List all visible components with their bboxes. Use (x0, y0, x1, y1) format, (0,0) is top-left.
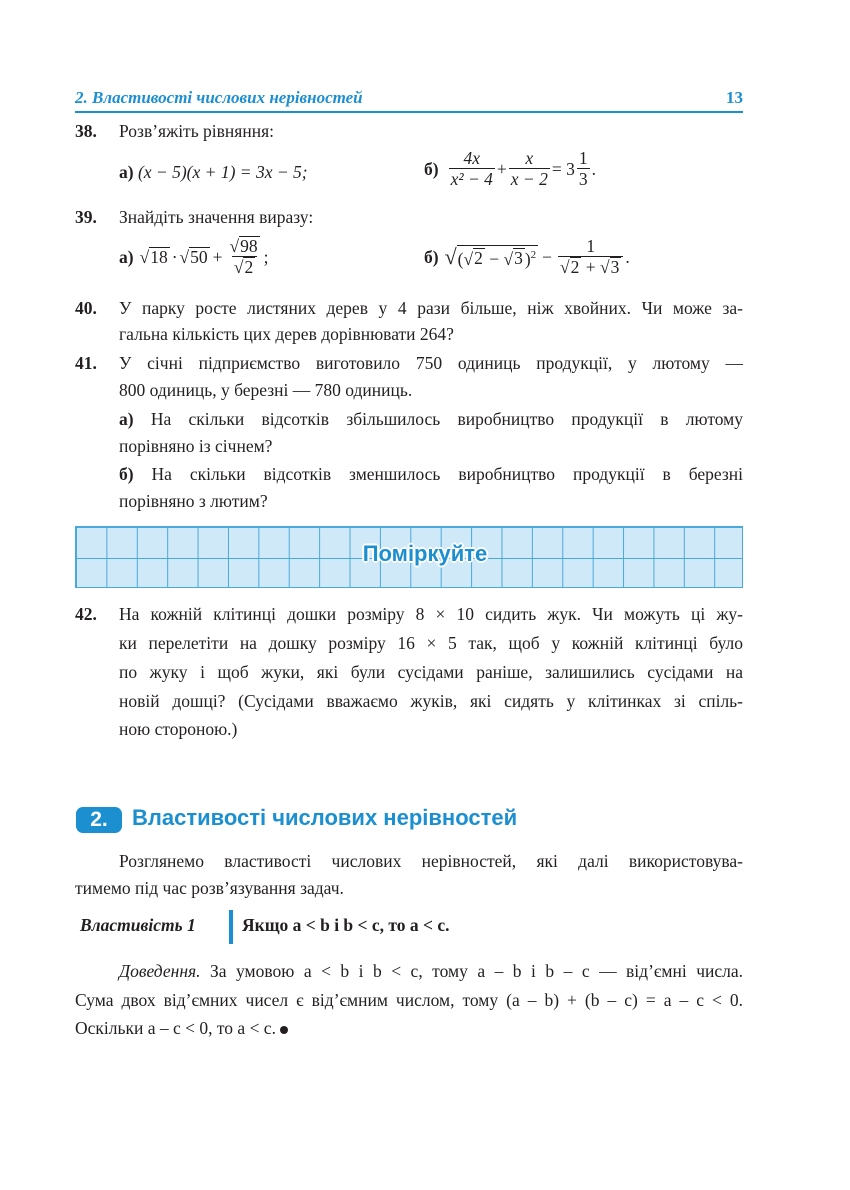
header-rule (75, 111, 743, 113)
option-b-label: б) (424, 246, 439, 267)
exercise-42-line4: новій дошці? (Сусідами вважаємо жуків, які сидять у клітинках зі спіль- (119, 691, 743, 711)
exercise-42-line3: по жуку і щоб жуки, які були сусідами раніше, залишились сусідами на (119, 662, 743, 682)
exercise-38a (119, 160, 308, 184)
exercise-40-line1: У парку росте листяних дерев у 4 рази більше, ніж хвойних. Чи може за- (119, 298, 743, 318)
proof-line3: Оскільки a – c < 0, то a < c. (75, 1016, 288, 1040)
fraction-4x-over-x2-4: $\frac{4x}{\text{x² − 4}}$ (450, 148, 493, 189)
exercise-39a: а) √ 18 · √ 50 + $\frac{√98}{√2}$ ; (119, 236, 269, 277)
fraction-one-third: $\frac{1}{3}$ (578, 148, 588, 189)
property-statement: Якщо a < b і b < c, то a < c. (242, 915, 450, 935)
exercise-41b-line2: порівняно з лютим? (119, 491, 268, 511)
exercise-40-number: 40. (75, 298, 97, 318)
fraction-sqrt98-over-sqrt2: $\frac{√98}{√2}$ (229, 236, 258, 277)
running-header-title: 2. Властивості числових нерівностей (75, 88, 363, 107)
sqrt-50: 50 (190, 246, 208, 267)
property-label: Властивість 1 (80, 915, 196, 935)
exercise-41a-line1: а) На скільки відсотків збільшилось виробництво продукції в лютому (119, 409, 744, 429)
exercise-38b: б) $\frac{4x}{\text{x² − 4}}$ + $\frac{x}{x - 2}$ = 3 $\frac{1}{3}$ . (424, 148, 596, 189)
proof-line2: Сума двох від’ємних чисел є від’ємним числом, тому (a – b) + (b – c) = a – c < 0. (75, 990, 743, 1010)
exercise-41-line1: У січні підприємство виготовило 750 одиниць продукції, у лютому — (119, 353, 743, 373)
fraction-1-over-sqrt2-plus-sqrt3: $\frac{1}{√2 + √3}$ (558, 236, 623, 277)
intro-line2: тимемо під час розв’язування задач. (75, 878, 344, 898)
equation-38a: (x − 5)(x + 1) = 3x − 5; (137, 162, 308, 182)
exercise-39-text: Знайдіть значення виразу: (119, 207, 314, 227)
exercise-42-line5: ною стороною.) (119, 719, 238, 739)
think-banner-title: Поміркуйте (362, 541, 488, 566)
exercise-41b-line1: б) На скільки відсотків зменшилось виробництво продукції в березні (119, 464, 744, 484)
exercise-42-number: 42. (75, 604, 97, 624)
exercise-38-number: 38. (75, 121, 97, 141)
exercise-40-line2: гальна кількість цих дерев дорівнювати 264? (119, 324, 454, 344)
proof-lead: Доведення. (119, 961, 201, 981)
exercise-39-number: 39. (75, 207, 97, 227)
option-a-label: а) (119, 246, 134, 267)
sqrt-18: 18 (150, 246, 168, 267)
fraction-x-over-x-2: $\frac{x}{x - 2}$ (510, 148, 548, 189)
section-number-badge: 2. (76, 807, 122, 833)
exercise-42-line1: На кожній клітинці дошки розміру 8 × 10 сидить жук. Чи можуть ці жу- (119, 604, 743, 624)
outer-sqrt: (√2 − √3 )$^2$ (457, 245, 539, 269)
exercise-39b: б) √ (√2 − √3 )$^2$ − $\frac{1}{√2 + √3}$ . (424, 236, 630, 277)
exercise-41-line2: 800 одиниць, у березні — 780 одиниць. (119, 380, 413, 400)
option-a-label: а) (119, 162, 134, 182)
proof-line1: Доведення. За умовою a < b і b < c, тому a – b і b – c — від’ємні числа. (119, 961, 744, 981)
exercise-41-number: 41. (75, 353, 97, 373)
property-bar (229, 910, 233, 944)
page-number: 13 (726, 88, 743, 107)
exercise-41a-line2: порівняно із січнем? (119, 436, 273, 456)
section-title: Властивості числових нерівностей (132, 805, 518, 830)
intro-line1: Розглянемо властивості числових нерівностей, які далі використовува- (119, 851, 743, 871)
end-of-proof-icon (280, 1026, 288, 1034)
exercise-42-line2: ки перелетіти на дошку розміру 16 × 5 так, щоб у кожній клітинці було (119, 633, 743, 653)
option-b-label: б) (424, 158, 439, 179)
exercise-38-text: Розв’яжіть рівняння: (119, 121, 274, 141)
